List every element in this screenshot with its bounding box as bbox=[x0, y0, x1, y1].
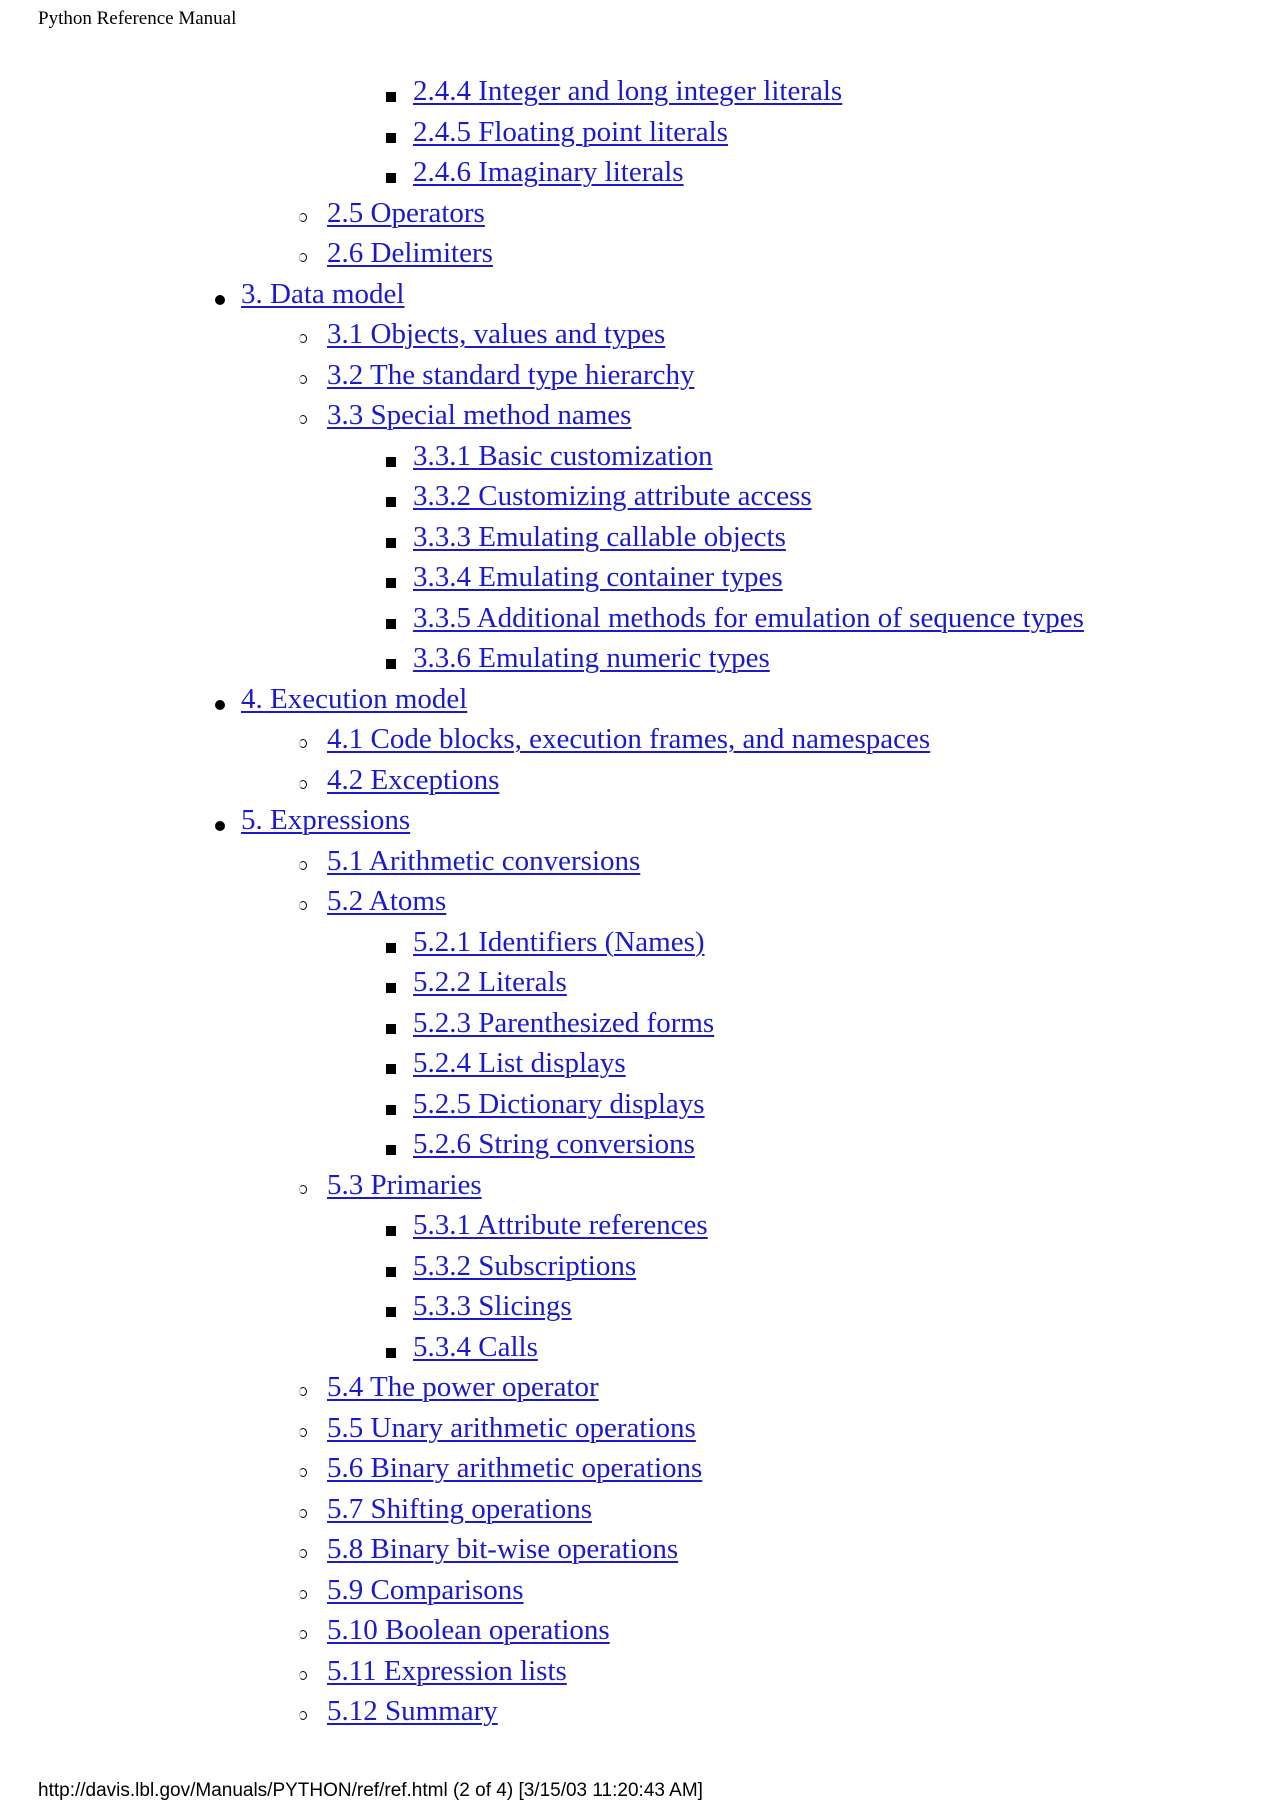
circle-bullet-icon bbox=[299, 1387, 307, 1396]
toc-link[interactable]: 3. Data model bbox=[241, 277, 405, 310]
circle-bullet-icon bbox=[299, 901, 307, 910]
square-bullet-icon bbox=[386, 943, 396, 953]
square-bullet-icon bbox=[386, 173, 396, 183]
toc-link[interactable]: 2.4.6 Imaginary literals bbox=[413, 156, 684, 188]
square-bullet-icon bbox=[386, 538, 396, 548]
toc-link[interactable]: 5.5 Unary arithmetic operations bbox=[327, 1411, 696, 1444]
circle-bullet-icon bbox=[299, 780, 307, 789]
square-bullet-icon bbox=[386, 1024, 396, 1034]
toc-link[interactable]: 5.4 The power operator bbox=[327, 1371, 599, 1403]
disc-bullet-icon bbox=[215, 295, 225, 305]
toc-link[interactable]: 5.3 Primaries bbox=[327, 1168, 482, 1201]
circle-bullet-icon bbox=[299, 213, 307, 222]
toc-link[interactable]: 3.3.3 Emulating callable objects bbox=[413, 520, 786, 553]
toc-link[interactable]: 3.3.4 Emulating container types bbox=[413, 561, 783, 593]
square-bullet-icon bbox=[386, 1064, 396, 1074]
toc-link[interactable]: 3.3.1 Basic customization bbox=[413, 439, 713, 472]
toc-link[interactable]: 5.3.4 Calls bbox=[413, 1330, 538, 1363]
circle-bullet-icon bbox=[299, 739, 307, 748]
toc-link[interactable]: 5.2.6 String conversions bbox=[413, 1128, 695, 1160]
toc-link[interactable]: 5.7 Shifting operations bbox=[327, 1492, 593, 1525]
circle-bullet-icon bbox=[299, 375, 307, 384]
toc-link[interactable]: 5.2.4 List displays bbox=[413, 1047, 626, 1079]
square-bullet-icon bbox=[386, 133, 396, 143]
toc-link[interactable]: 5.2.5 Dictionary displays bbox=[413, 1087, 705, 1120]
circle-bullet-icon bbox=[299, 1509, 307, 1518]
circle-bullet-icon bbox=[299, 415, 307, 424]
toc-link[interactable]: 5.3.1 Attribute references bbox=[413, 1209, 708, 1241]
toc-link[interactable]: 5.2 Atoms bbox=[327, 885, 447, 917]
circle-bullet-icon bbox=[299, 1671, 307, 1680]
toc-link[interactable]: 5.2.1 Identifiers (Names) bbox=[413, 925, 705, 958]
toc-link[interactable]: 4.2 Exceptions bbox=[327, 763, 500, 796]
toc-link[interactable]: 3.3 Special method names bbox=[327, 399, 632, 431]
toc-link[interactable]: 5.9 Comparisons bbox=[327, 1573, 524, 1606]
square-bullet-icon bbox=[386, 1226, 396, 1236]
toc-link[interactable]: 2.6 Delimiters bbox=[327, 237, 493, 269]
square-bullet-icon bbox=[386, 1307, 396, 1317]
circle-bullet-icon bbox=[299, 253, 307, 262]
square-bullet-icon bbox=[386, 578, 396, 588]
toc-link[interactable]: 5.8 Binary bit-wise operations bbox=[327, 1533, 679, 1565]
square-bullet-icon bbox=[386, 1145, 396, 1155]
toc-link[interactable]: 3.2 The standard type hierarchy bbox=[327, 358, 695, 391]
toc-link[interactable]: 5.2.2 Literals bbox=[413, 966, 567, 998]
circle-bullet-icon bbox=[299, 1185, 307, 1194]
square-bullet-icon bbox=[386, 619, 396, 629]
circle-bullet-icon bbox=[299, 1549, 307, 1558]
square-bullet-icon bbox=[386, 497, 396, 507]
circle-bullet-icon bbox=[299, 861, 307, 870]
toc-link[interactable]: 5.2.3 Parenthesized forms bbox=[413, 1006, 715, 1039]
toc-link[interactable]: 5.12 Summary bbox=[327, 1695, 498, 1727]
square-bullet-icon bbox=[386, 457, 396, 467]
circle-bullet-icon bbox=[299, 1428, 307, 1437]
circle-bullet-icon bbox=[299, 1468, 307, 1477]
square-bullet-icon bbox=[386, 983, 396, 993]
circle-bullet-icon bbox=[299, 1711, 307, 1720]
toc-link[interactable]: 3.3.6 Emulating numeric types bbox=[413, 642, 770, 674]
square-bullet-icon bbox=[386, 92, 396, 102]
toc-link[interactable]: 5.3.2 Subscriptions bbox=[413, 1249, 637, 1282]
disc-bullet-icon bbox=[215, 821, 225, 831]
toc-link[interactable]: 3.3.2 Customizing attribute access bbox=[413, 480, 812, 512]
page-footer-url: http://davis.lbl.gov/Manuals/PYTHON/ref/ref.html (2 of 4) [3/15/03 11:20:43 AM] bbox=[38, 1780, 703, 1801]
toc-link[interactable]: 4.1 Code blocks, execution frames, and namespaces bbox=[327, 723, 931, 755]
circle-bullet-icon bbox=[299, 334, 307, 343]
toc-link[interactable]: 5.6 Binary arithmetic operations bbox=[327, 1452, 703, 1484]
toc-link[interactable]: 3.3.5 Additional methods for emulation of sequence types bbox=[413, 601, 1084, 634]
toc-link[interactable]: 4. Execution model bbox=[241, 682, 468, 715]
toc-link[interactable]: 2.4.4 Integer and long integer literals bbox=[413, 75, 843, 107]
toc-link[interactable]: 2.5 Operators bbox=[327, 196, 485, 229]
toc-link[interactable]: 3.1 Objects, values and types bbox=[327, 318, 666, 350]
square-bullet-icon bbox=[386, 1105, 396, 1115]
disc-bullet-icon bbox=[215, 700, 225, 710]
square-bullet-icon bbox=[386, 659, 396, 669]
toc-link[interactable]: 5.1 Arithmetic conversions bbox=[327, 844, 641, 877]
circle-bullet-icon bbox=[299, 1630, 307, 1639]
square-bullet-icon bbox=[386, 1267, 396, 1277]
toc-link[interactable]: 5.3.3 Slicings bbox=[413, 1290, 572, 1322]
toc-link[interactable]: 5.10 Boolean operations bbox=[327, 1614, 610, 1646]
page-header-title: Python Reference Manual bbox=[38, 8, 237, 29]
square-bullet-icon bbox=[386, 1348, 396, 1358]
toc-link[interactable]: 5. Expressions bbox=[241, 804, 411, 836]
toc-link[interactable]: 5.11 Expression lists bbox=[327, 1654, 567, 1687]
toc-link[interactable]: 2.4.5 Floating point literals bbox=[413, 115, 728, 148]
circle-bullet-icon bbox=[299, 1590, 307, 1599]
